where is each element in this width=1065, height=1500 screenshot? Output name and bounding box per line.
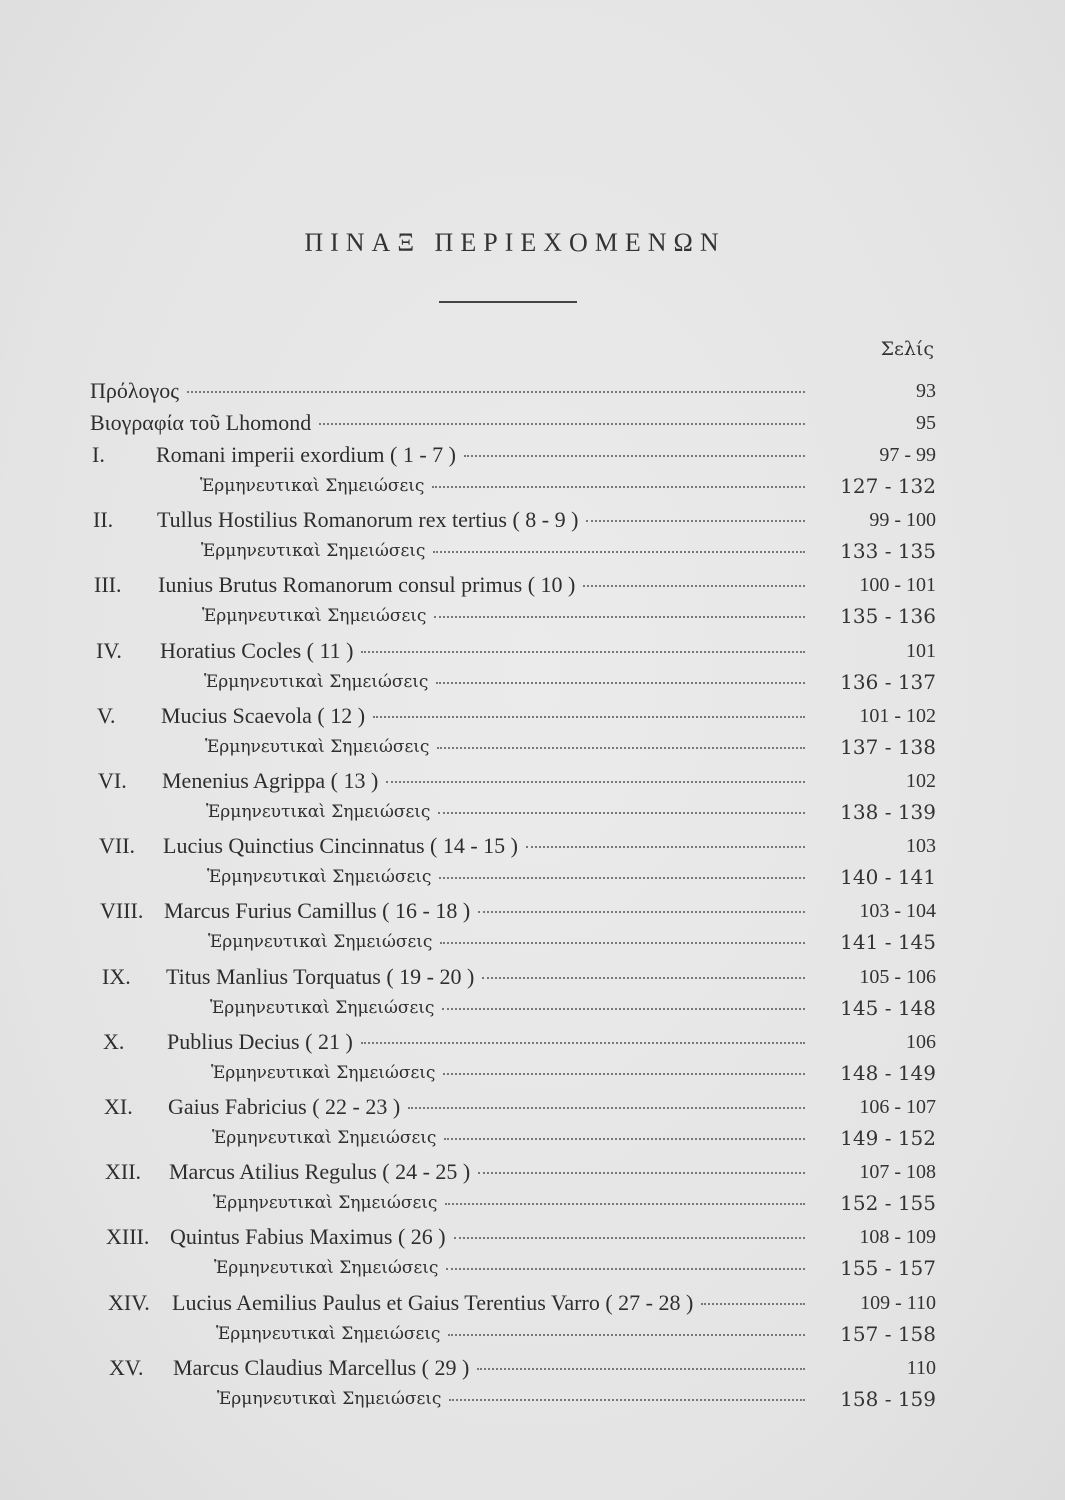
toc-entry-notes (0, 993, 1065, 1023)
page-numbers: 103 (906, 835, 936, 857)
page-numbers: 109 - 110 (860, 1292, 936, 1314)
page-numbers: 97 - 99 (879, 444, 936, 466)
dot-leader (482, 977, 805, 979)
toc-entry-chapter (0, 1353, 1065, 1383)
dot-leader (437, 747, 805, 749)
toc-entry-chapter (0, 1157, 1065, 1187)
page-numbers: 93 (916, 380, 936, 402)
page-numbers: 145 - 148 (840, 996, 936, 1020)
toc-entry-chapter (0, 1027, 1065, 1057)
chapter-title: Publius Decius ( 21 ) (167, 1029, 353, 1054)
chapter-numeral: XIV. (108, 1290, 150, 1315)
page-numbers: 127 - 132 (840, 474, 936, 498)
dot-leader (434, 616, 805, 618)
toc-entry-chapter (0, 766, 1065, 796)
page-numbers: 102 (906, 770, 936, 792)
chapter-numeral: IV. (96, 638, 122, 663)
page-numbers: 105 - 106 (859, 966, 936, 988)
toc-entry-chapter (0, 505, 1065, 535)
dot-leader (319, 423, 805, 425)
dot-leader (448, 1334, 805, 1336)
notes-title: Ἑρμηνευτικαὶ Σημειώσεις (216, 1324, 441, 1344)
toc-entry-notes (0, 1058, 1065, 1088)
notes-title: Ἑρμηνευτικαὶ Σημειώσεις (202, 606, 427, 626)
toc-entry-notes (0, 667, 1065, 697)
chapter-numeral: X. (103, 1029, 125, 1054)
entry-title: Πρόλογος (90, 378, 179, 403)
page-numbers: 103 - 104 (859, 900, 936, 922)
chapter-title: Horatius Cocles ( 11 ) (160, 638, 354, 663)
toc-entry-chapter (0, 1092, 1065, 1122)
toc-entry-chapter (0, 440, 1065, 470)
dot-leader (443, 1073, 805, 1075)
page-numbers: 141 - 145 (840, 930, 936, 954)
notes-title: Ἑρμηνευτικαὶ Σημειώσεις (217, 1389, 442, 1409)
chapter-title: Iunius Brutus Romanorum consul primus ( 10 ) (158, 572, 576, 597)
dot-leader (440, 942, 805, 944)
page-numbers: 138 - 139 (840, 800, 936, 824)
notes-title: Ἑρμηνευτικαὶ Σημειώσεις (201, 541, 426, 561)
chapter-title: Marcus Claudius Marcellus ( 29 ) (173, 1355, 470, 1380)
notes-title: Ἑρμηνευτικαὶ Σημειώσεις (208, 932, 433, 952)
notes-title: Ἑρμηνευτικαὶ Σημειώσεις (214, 1258, 439, 1278)
notes-title: Ἑρμηνευτικαὶ Σημειώσεις (211, 1063, 436, 1083)
notes-title: Ἑρμηνευτικαὶ Σημειώσεις (205, 737, 430, 757)
chapter-title: Menenius Agrippa ( 13 ) (162, 768, 379, 793)
toc-entry-front-matter (0, 408, 1065, 438)
dot-leader (444, 1138, 805, 1140)
toc-entry-chapter (0, 570, 1065, 600)
dot-leader (438, 812, 805, 814)
dot-leader (361, 1042, 805, 1044)
dot-leader (373, 716, 805, 718)
page-numbers: 136 - 137 (840, 670, 936, 694)
toc-entry-chapter (0, 896, 1065, 926)
chapter-numeral: IX. (102, 964, 131, 989)
dot-leader (442, 1008, 805, 1010)
dot-leader (526, 846, 805, 848)
toc-entry-notes (0, 471, 1065, 501)
dot-leader (586, 520, 805, 522)
chapter-title: Romani imperii exordium ( 1 - 7 ) (156, 442, 456, 467)
toc-entry-chapter (0, 1288, 1065, 1318)
toc-entry-chapter (0, 831, 1065, 861)
dot-leader (478, 1172, 805, 1174)
page-numbers: 148 - 149 (840, 1061, 936, 1085)
toc-entry-notes (0, 732, 1065, 762)
page-numbers: 107 - 108 (859, 1161, 936, 1183)
toc-entry-notes (0, 927, 1065, 957)
page-numbers: 137 - 138 (840, 735, 936, 759)
page-numbers: 135 - 136 (840, 604, 936, 628)
chapter-numeral: II. (93, 507, 114, 532)
notes-title: Ἑρμηνευτικαὶ Σημειώσεις (200, 476, 425, 496)
dot-leader (583, 585, 805, 587)
page-numbers: 140 - 141 (840, 865, 936, 889)
notes-title: Ἑρμηνευτικαὶ Σημειώσεις (206, 802, 431, 822)
page-numbers: 158 - 159 (840, 1387, 936, 1411)
dot-leader (445, 1203, 805, 1205)
chapter-numeral: V. (97, 703, 116, 728)
page-title: ΠΙΝΑΞ ΠΕΡΙΕΧΟΜΕΝΩΝ (304, 228, 726, 257)
dot-leader (464, 455, 805, 457)
notes-title: Ἑρμηνευτικαὶ Σημειώσεις (212, 1128, 437, 1148)
page-numbers: 106 (906, 1031, 936, 1053)
chapter-title: Marcus Furius Camillus ( 16 - 18 ) (164, 898, 471, 923)
toc-entry-notes (0, 1123, 1065, 1153)
dot-leader (433, 551, 805, 553)
chapter-numeral: VI. (98, 768, 127, 793)
page-numbers: 152 - 155 (840, 1191, 936, 1215)
page-numbers: 110 (906, 1357, 936, 1379)
page-numbers: 155 - 157 (840, 1256, 936, 1280)
chapter-numeral: XV. (109, 1355, 144, 1380)
page-column-header: Σελίς (880, 338, 934, 360)
toc-entry-notes (0, 601, 1065, 631)
page-numbers: 95 (916, 412, 936, 434)
page-numbers: 149 - 152 (840, 1126, 936, 1150)
dot-leader (478, 911, 805, 913)
page-numbers: 101 - 102 (859, 705, 936, 727)
chapter-numeral: VIII. (100, 898, 144, 923)
dot-leader (408, 1107, 805, 1109)
toc-entry-chapter (0, 636, 1065, 666)
page-numbers: 100 - 101 (859, 574, 936, 596)
dot-leader (454, 1237, 805, 1239)
toc-entry-front-matter (0, 376, 1065, 406)
chapter-title: Quintus Fabius Maximus ( 26 ) (170, 1224, 446, 1249)
toc-entry-notes (0, 536, 1065, 566)
notes-title: Ἑρμηνευτικαὶ Σημειώσεις (207, 867, 432, 887)
page-numbers: 99 - 100 (869, 509, 936, 531)
dot-leader (436, 682, 805, 684)
chapter-title: Titus Manlius Torquatus ( 19 - 20 ) (166, 964, 475, 989)
chapter-title: Lucius Quinctius Cincinnatus ( 14 - 15 ) (163, 833, 519, 858)
dot-leader (187, 391, 805, 393)
toc-entry-notes (0, 862, 1065, 892)
chapter-title: Marcus Atilius Regulus ( 24 - 25 ) (169, 1159, 471, 1184)
notes-title: Ἑρμηνευτικαὶ Σημειώσεις (204, 672, 429, 692)
toc-entry-chapter (0, 701, 1065, 731)
dot-leader (361, 651, 805, 653)
dot-leader (449, 1399, 805, 1401)
toc-entry-notes (0, 1188, 1065, 1218)
toc-entry-notes (0, 1319, 1065, 1349)
page-numbers: 106 - 107 (859, 1096, 936, 1118)
page-numbers: 133 - 135 (840, 539, 936, 563)
notes-title: Ἑρμηνευτικαὶ Σημειώσεις (213, 1193, 438, 1213)
chapter-numeral: VII. (99, 833, 136, 858)
page-numbers: 157 - 158 (840, 1322, 936, 1346)
entry-title: Βιογραφία τοῦ Lhomond (90, 410, 312, 435)
dot-leader (446, 1268, 805, 1270)
toc-entry-notes (0, 1384, 1065, 1414)
toc-entry-chapter (0, 962, 1065, 992)
chapter-numeral: XII. (105, 1159, 142, 1184)
chapter-numeral: I. (92, 442, 105, 467)
chapter-numeral: XI. (104, 1094, 133, 1119)
chapter-title: Gaius Fabricius ( 22 - 23 ) (168, 1094, 401, 1119)
dot-leader (432, 486, 805, 488)
dot-leader (439, 877, 805, 879)
toc-entry-notes (0, 1253, 1065, 1283)
dot-leader (701, 1303, 805, 1305)
toc-entry-notes (0, 797, 1065, 827)
chapter-title: Lucius Aemilius Paulus et Gaius Terentius Varro ( 27 - 28 ) (172, 1290, 694, 1315)
chapter-title: Mucius Scaevola ( 12 ) (161, 703, 366, 728)
page-numbers: 108 - 109 (859, 1226, 936, 1248)
chapter-numeral: III. (94, 572, 122, 597)
toc-entry-chapter (0, 1222, 1065, 1252)
dot-leader (477, 1368, 805, 1370)
chapter-numeral: XIII. (106, 1224, 150, 1249)
chapter-title: Tullus Hostilius Romanorum rex tertius ( 8 - 9 ) (157, 507, 579, 532)
dot-leader (386, 781, 805, 783)
page-numbers: 101 (906, 640, 936, 662)
notes-title: Ἑρμηνευτικαὶ Σημειώσεις (210, 998, 435, 1018)
